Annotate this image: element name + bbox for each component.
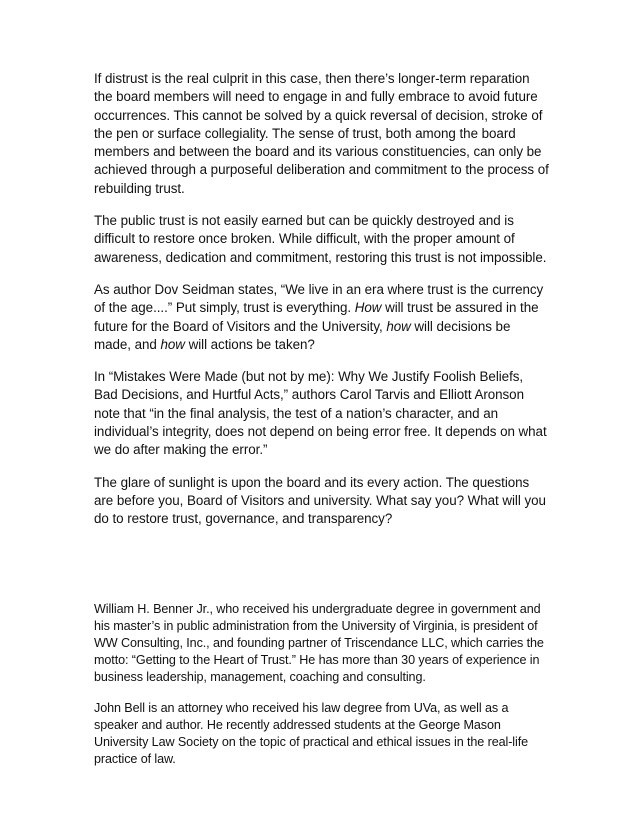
article-body — [94, 70, 549, 768]
paragraph-mistakes-were-made: In “Mistakes Were Made (but not by me): Why We Justify Foolish Beliefs, Bad Decisions, and Hurtful Acts,” authors Carol Tarvis and Elliott Aronson note that “in the final analysis, the test of a nation’s character, and an individual’s integrity, does not depend on being error free. It depends on what we do after making the error.” — [94, 369, 547, 458]
paragraph-public-trust: The public trust is not easily earned but can be quickly destroyed and is difficult to restore once broken. While difficult, with the proper amount of awareness, dedication and commitment, restoring this trust is not impossible. — [94, 213, 547, 265]
paragraph-distrust: If distrust is the real culprit in this case, then there’s longer-term reparation the board members will need to engage in and fully embrace to avoid future occurrences. This cannot be solved by a quick reversal of decision, stroke of the pen or surface collegiality. The sense of trust, both among the board members and between the board and its various constituencies, can only be achieved through a purposeful deliberation and commitment to the process of rebuilding trust. — [94, 71, 549, 196]
paragraph-seidman-quote — [94, 281, 549, 354]
seidman-text-3: will decisions be made, and — [94, 318, 511, 352]
section-spacer — [94, 529, 549, 601]
seidman-text-2: will trust be assured in the future for the Board of Visitors and the University, — [94, 300, 539, 334]
paragraph-glare-of-sunlight: The glare of sunlight is upon the board and its every action. The questions are before you, Board of Visitors and university. What say you? What will you do to restore trust, governance, and transparency? — [94, 474, 546, 527]
emphasis-how-3: how — [160, 336, 185, 352]
emphasis-how-2: how — [386, 318, 411, 334]
seidman-text-1: As author Dov Seidman states, “We live in an era where trust is the currency of the age....” Put simply, trust is everything. — [94, 281, 544, 316]
seidman-text-4: will actions be taken? — [184, 336, 315, 352]
author-bio-benner: William H. Benner Jr., who received his undergraduate degree in government and his master’s in public administration from the University of Virginia, is president of WW Consulting, Inc., and founding partner of Triscendance LLC, which carries the motto: “Getting to the Heart of Trust.” He has more than 30 years of experience in business leadership, management, coaching and consulting. — [94, 601, 544, 685]
author-bio-bell: John Bell is an attorney who received his law degree from UVa, as well as a speaker and author. He recently addressed students at the George Mason University Law Society on the topic of practical and ethical issues in the real-life practice of law. — [94, 700, 528, 767]
emphasis-how-1: How — [354, 300, 382, 316]
